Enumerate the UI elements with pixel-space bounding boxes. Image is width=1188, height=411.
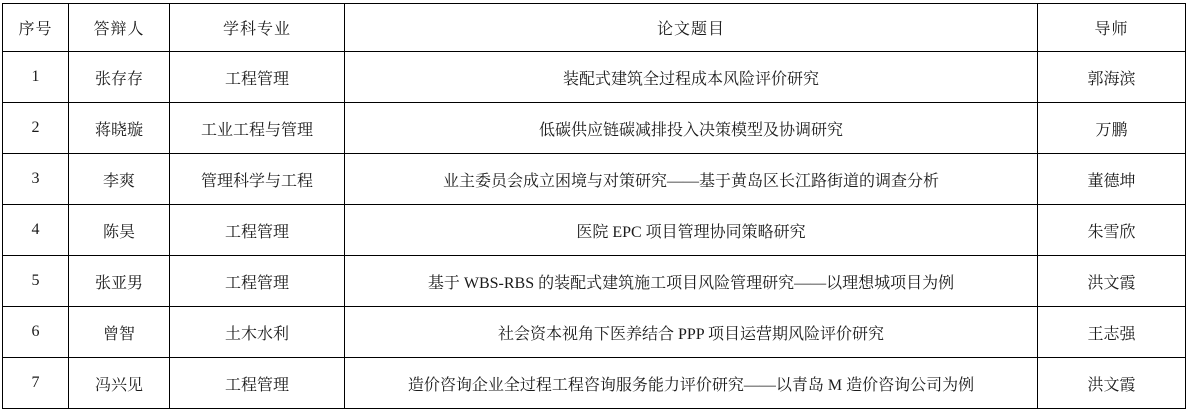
table-row — [3, 256, 1186, 307]
cell-major: 工程管理 — [170, 205, 345, 256]
cell-advisor: 董德坤 — [1038, 154, 1186, 205]
cell-major: 土木水利 — [170, 307, 345, 358]
table-header — [3, 4, 1186, 52]
cell-serial-number: 2 — [3, 103, 69, 154]
cell-thesis-title: 低碳供应链碳减排投入决策模型及协调研究 — [345, 103, 1038, 154]
header-advisor: 导师 — [1038, 4, 1186, 52]
cell-advisor: 洪文霞 — [1038, 256, 1186, 307]
cell-advisor: 万鹏 — [1038, 103, 1186, 154]
cell-thesis-title: 装配式建筑全过程成本风险评价研究 — [345, 52, 1038, 103]
table-row — [3, 103, 1186, 154]
cell-serial-number: 1 — [3, 52, 69, 103]
cell-serial-number: 3 — [3, 154, 69, 205]
cell-advisor: 王志强 — [1038, 307, 1186, 358]
cell-advisor: 朱雪欣 — [1038, 205, 1186, 256]
table-body — [3, 52, 1186, 409]
cell-defender: 冯兴见 — [69, 358, 170, 409]
cell-thesis-title: 基于 WBS-RBS 的装配式建筑施工项目风险管理研究——以理想城项目为例 — [345, 256, 1038, 307]
cell-thesis-title: 医院 EPC 项目管理协同策略研究 — [345, 205, 1038, 256]
header-defender: 答辩人 — [69, 4, 170, 52]
table-row — [3, 52, 1186, 103]
cell-thesis-title: 造价咨询企业全过程工程咨询服务能力评价研究——以青岛 M 造价咨询公司为例 — [345, 358, 1038, 409]
cell-major: 工程管理 — [170, 256, 345, 307]
cell-defender: 陈昊 — [69, 205, 170, 256]
cell-major: 工业工程与管理 — [170, 103, 345, 154]
header-row — [3, 4, 1186, 52]
cell-defender: 蒋晓璇 — [69, 103, 170, 154]
cell-major: 工程管理 — [170, 358, 345, 409]
table-row — [3, 358, 1186, 409]
cell-thesis-title: 业主委员会成立困境与对策研究——基于黄岛区长江路街道的调查分析 — [345, 154, 1038, 205]
cell-serial-number: 5 — [3, 256, 69, 307]
cell-thesis-title: 社会资本视角下医养结合 PPP 项目运营期风险评价研究 — [345, 307, 1038, 358]
cell-major: 工程管理 — [170, 52, 345, 103]
header-serial-number: 序号 — [3, 4, 69, 52]
thesis-defense-table — [2, 3, 1186, 409]
cell-major: 管理科学与工程 — [170, 154, 345, 205]
table-row — [3, 205, 1186, 256]
cell-serial-number: 4 — [3, 205, 69, 256]
cell-serial-number: 7 — [3, 358, 69, 409]
cell-defender: 李爽 — [69, 154, 170, 205]
header-thesis-title: 论文题目 — [345, 4, 1038, 52]
table-row — [3, 307, 1186, 358]
header-major: 学科专业 — [170, 4, 345, 52]
cell-defender: 张亚男 — [69, 256, 170, 307]
cell-defender: 曾智 — [69, 307, 170, 358]
cell-serial-number: 6 — [3, 307, 69, 358]
table-row — [3, 154, 1186, 205]
cell-advisor: 郭海滨 — [1038, 52, 1186, 103]
cell-advisor: 洪文霞 — [1038, 358, 1186, 409]
cell-defender: 张存存 — [69, 52, 170, 103]
